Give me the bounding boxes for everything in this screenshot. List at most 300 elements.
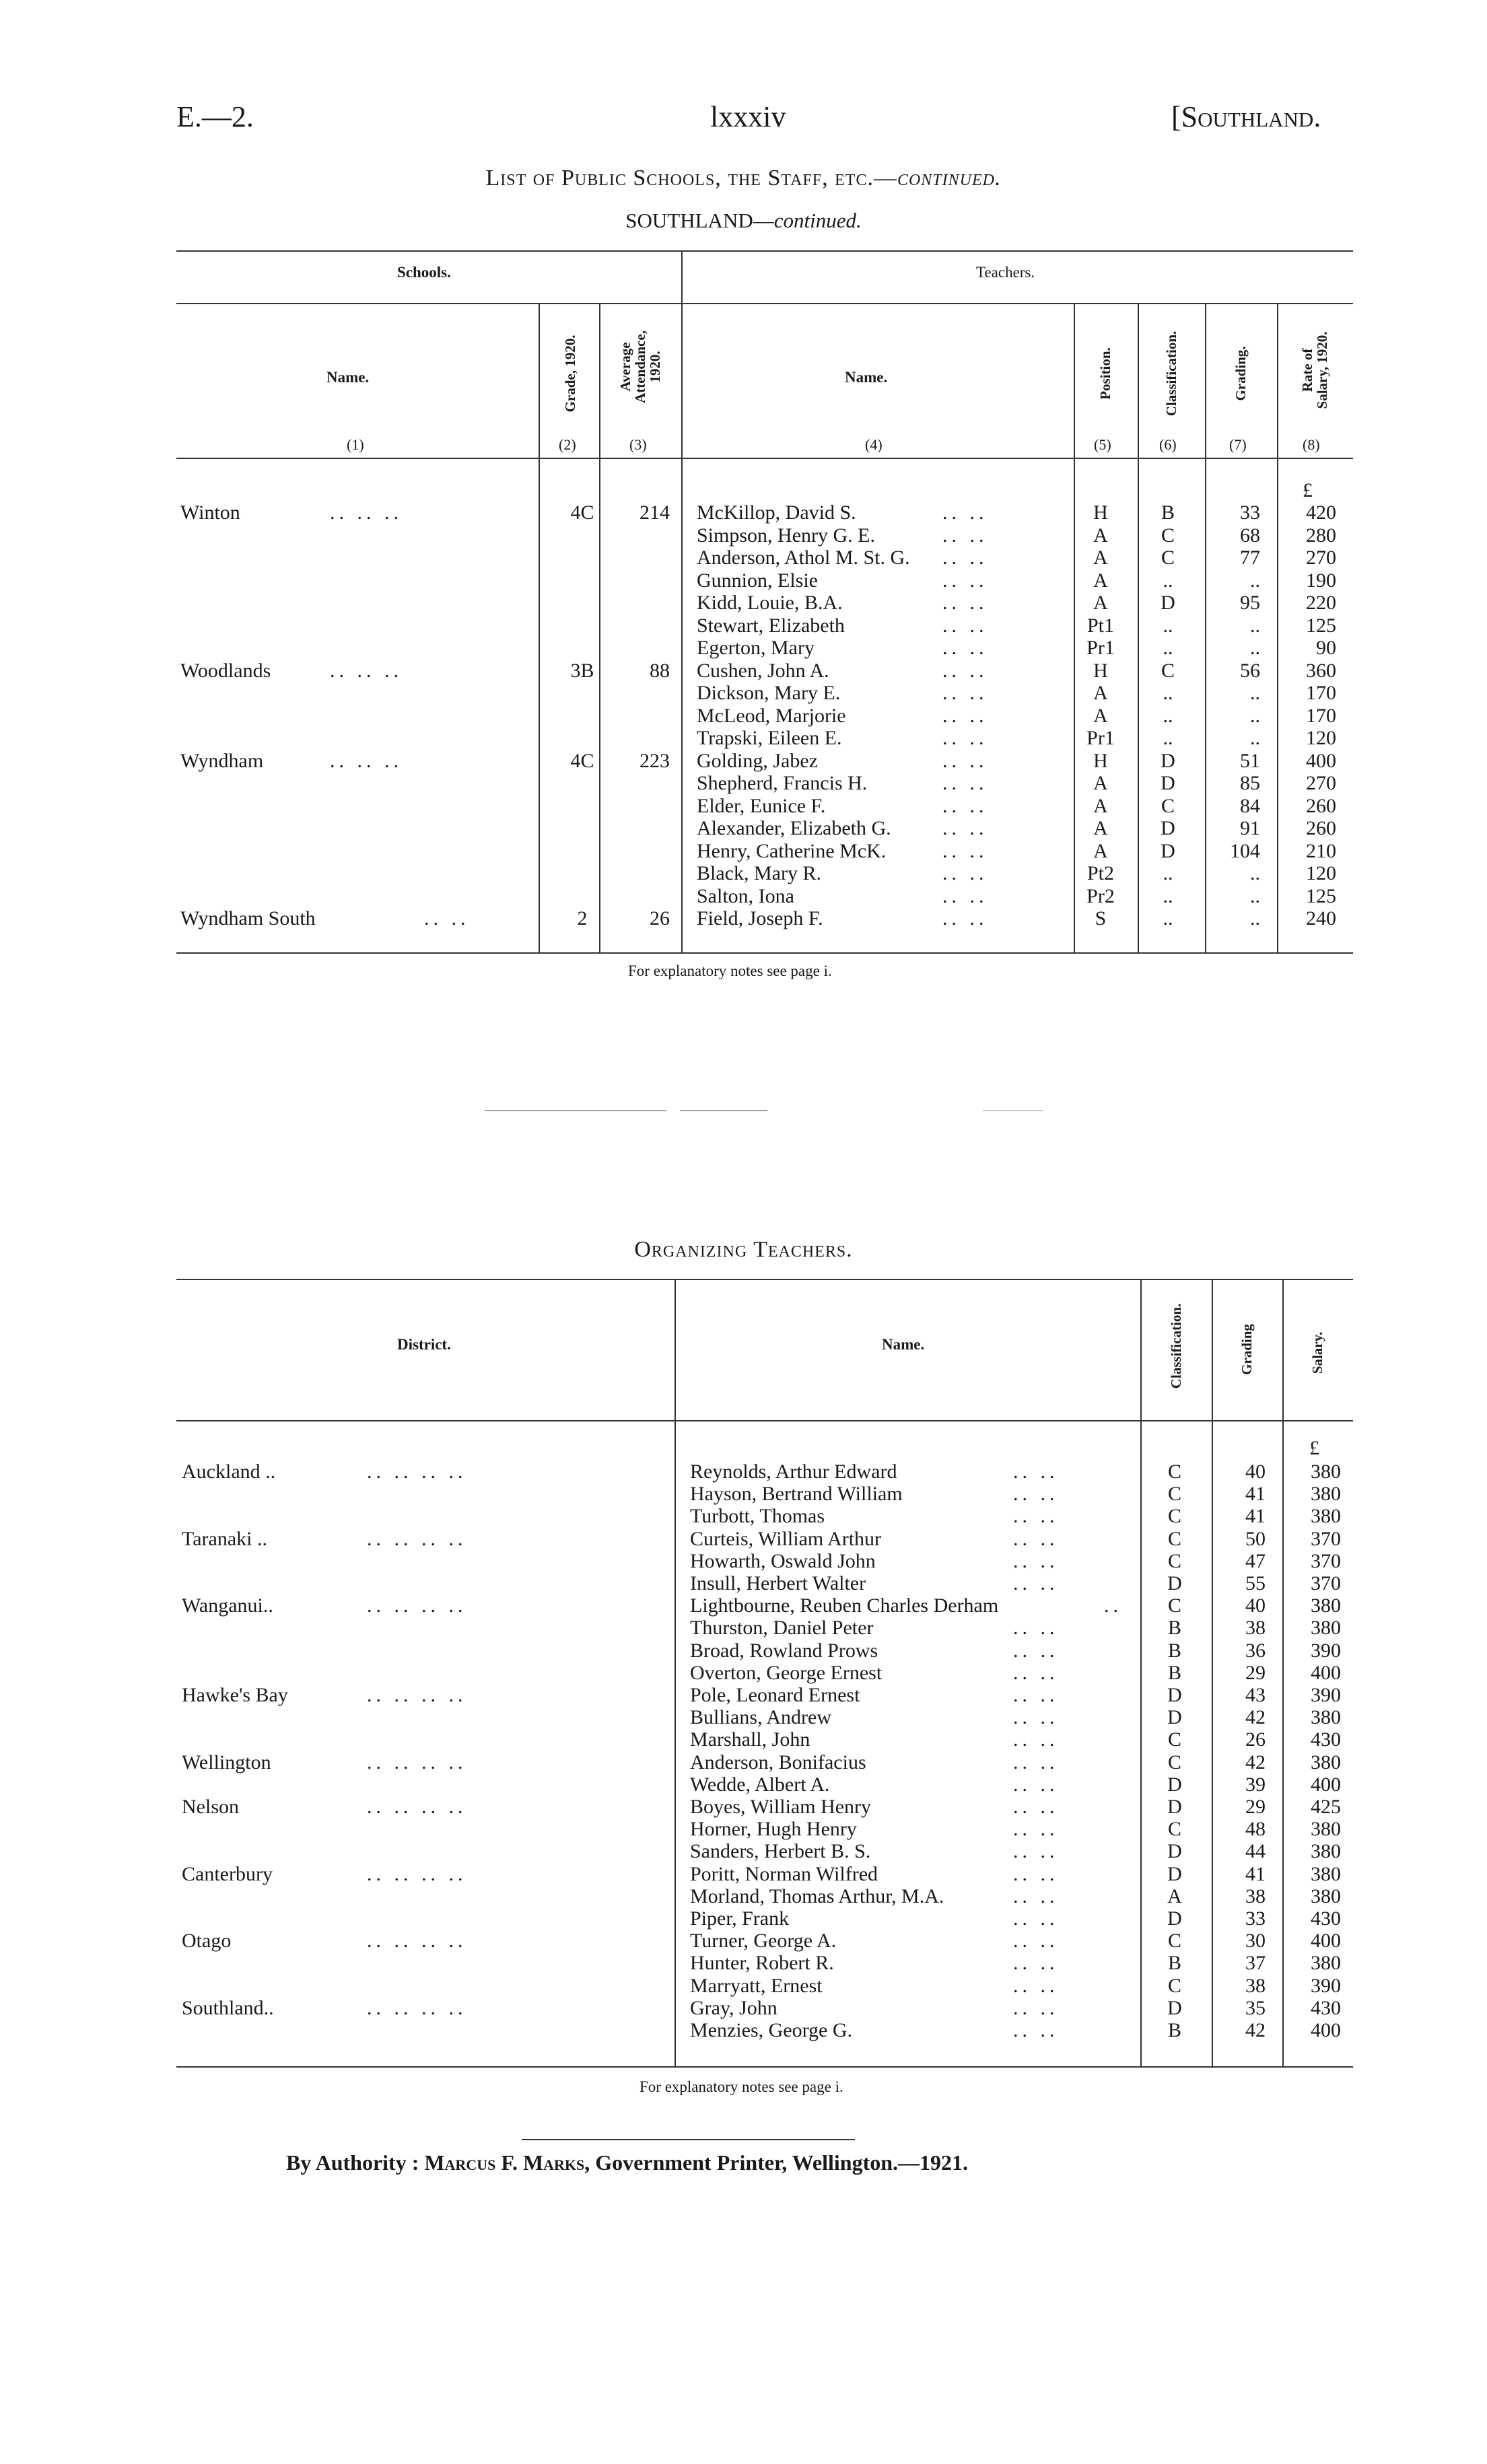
leader-dots: .. .. bbox=[1013, 1728, 1059, 1751]
leader-dots: .. .. bbox=[1013, 1684, 1059, 1706]
leader-dots: .. .. .. bbox=[330, 749, 403, 772]
organizer-grading: 29 bbox=[1245, 1796, 1266, 1818]
organizer-name: Morland, Thomas Arthur, M.A. bbox=[690, 1885, 944, 1907]
table-row bbox=[0, 1617, 1487, 1639]
organizer-grading: 41 bbox=[1245, 1862, 1266, 1885]
page-number: lxxxiv bbox=[710, 100, 786, 133]
organizer-grading: 47 bbox=[1245, 1549, 1266, 1572]
organizer-salary: 400 bbox=[1311, 1930, 1341, 1952]
leader-dots: .. .. .. .. bbox=[367, 1930, 467, 1952]
organizer-grading: 42 bbox=[1245, 1751, 1266, 1773]
teacher-grading: .. bbox=[1250, 682, 1260, 704]
organizer-salary: 400 bbox=[1311, 2019, 1341, 2041]
teacher-classification: C bbox=[1161, 547, 1175, 569]
explanatory-note: For explanatory notes see page i. bbox=[639, 2078, 843, 2095]
leader-dots: .. .. bbox=[942, 637, 988, 659]
organizer-grading: 33 bbox=[1245, 1907, 1266, 1930]
leader-dots: .. .. bbox=[1013, 1527, 1059, 1550]
organizer-salary: 380 bbox=[1311, 1483, 1341, 1506]
organizer-grading: 42 bbox=[1245, 1706, 1266, 1729]
organizer-classification: C bbox=[1167, 1751, 1182, 1773]
teacher-classification: D bbox=[1161, 817, 1175, 839]
organizer-salary: 400 bbox=[1311, 1773, 1341, 1796]
organizer-salary: 430 bbox=[1311, 1996, 1341, 2019]
leader-dots: .. .. bbox=[942, 727, 988, 749]
teacher-salary: 240 bbox=[1306, 907, 1336, 929]
school-attendance: 88 bbox=[650, 659, 670, 682]
leader-dots: .. .. bbox=[1013, 1818, 1059, 1841]
rule bbox=[176, 303, 1353, 304]
teacher-classification: D bbox=[1161, 592, 1175, 614]
organizer-name: Marryatt, Ernest bbox=[690, 1974, 823, 1997]
school-grade: 2 bbox=[577, 907, 588, 929]
teacher-classification: C bbox=[1161, 524, 1175, 547]
teacher-position: A bbox=[1093, 704, 1108, 727]
col-classification: Classification. bbox=[1168, 1303, 1184, 1389]
teacher-position: Pt1 bbox=[1086, 614, 1115, 637]
organizer-salary: 390 bbox=[1311, 1974, 1341, 1997]
organizer-name: Lightbourne, Reuben Charles Derham bbox=[690, 1594, 999, 1617]
organizer-name: Gray, John bbox=[690, 1996, 777, 2019]
leader-dots: .. .. bbox=[942, 682, 988, 704]
organizer-classification: D bbox=[1167, 1684, 1182, 1706]
table-row bbox=[0, 1684, 1487, 1706]
organizer-name: Menzies, George G. bbox=[690, 2019, 853, 2041]
teacher-classification: C bbox=[1161, 794, 1175, 817]
teacher-name: Trapski, Eileen E. bbox=[697, 727, 842, 749]
organizer-classification: D bbox=[1167, 1796, 1182, 1818]
teacher-name: Golding, Jabez bbox=[697, 749, 818, 772]
teacher-salary: 400 bbox=[1306, 749, 1336, 772]
leader-dots: .. .. bbox=[942, 772, 988, 794]
teacher-grading: 91 bbox=[1240, 817, 1260, 839]
leader-dots: .. .. .. .. bbox=[367, 1460, 467, 1483]
list-title-continued: continued. bbox=[897, 166, 1002, 190]
organizer-classification: C bbox=[1167, 1483, 1182, 1506]
leader-dots: .. .. .. .. bbox=[367, 1751, 467, 1773]
organizer-name: Poritt, Norman Wilfred bbox=[690, 1862, 878, 1885]
teacher-name: Henry, Catherine McK. bbox=[697, 839, 887, 862]
table-row bbox=[0, 682, 1487, 704]
table-row bbox=[0, 547, 1487, 569]
organizer-salary: 380 bbox=[1311, 1840, 1341, 1863]
leader-dots: .. .. .. .. bbox=[367, 1684, 467, 1706]
teacher-salary: 260 bbox=[1306, 794, 1336, 817]
teacher-name: Egerton, Mary bbox=[697, 637, 815, 659]
section-ref: [Southland. bbox=[1171, 100, 1321, 133]
teacher-name: Shepherd, Francis H. bbox=[697, 772, 868, 794]
teacher-position: A bbox=[1093, 569, 1108, 592]
table-row bbox=[0, 1572, 1487, 1594]
organizer-classification: D bbox=[1167, 1907, 1182, 1930]
teacher-classification: .. bbox=[1163, 727, 1173, 749]
teacher-name: Simpson, Henry G. E. bbox=[697, 524, 875, 547]
teacher-classification: .. bbox=[1163, 704, 1173, 727]
teacher-classification: .. bbox=[1163, 907, 1173, 929]
list-title bbox=[0, 166, 1487, 191]
teacher-grading: .. bbox=[1250, 884, 1260, 907]
table-row bbox=[0, 840, 1487, 862]
teacher-grading: 84 bbox=[1240, 794, 1260, 817]
table-row bbox=[0, 1706, 1487, 1728]
organizer-salary: 380 bbox=[1311, 1594, 1341, 1617]
teacher-position: A bbox=[1093, 592, 1108, 614]
leader-dots: .. .. bbox=[1013, 1617, 1059, 1640]
leader-dots: .. .. bbox=[942, 839, 988, 862]
organizer-salary: 380 bbox=[1311, 1885, 1341, 1907]
organizer-salary: 370 bbox=[1311, 1549, 1341, 1572]
organizer-salary: 430 bbox=[1311, 1728, 1341, 1751]
teacher-grading: 104 bbox=[1230, 839, 1260, 862]
teacher-salary: 260 bbox=[1306, 817, 1336, 839]
table-row bbox=[0, 1550, 1487, 1572]
leader-dots: .. .. bbox=[1013, 2019, 1059, 2041]
teacher-name: Anderson, Athol M. St. G. bbox=[697, 547, 910, 569]
organizer-grading: 29 bbox=[1245, 1661, 1266, 1684]
leader-dots: .. .. bbox=[424, 907, 470, 929]
leader-dots: .. .. bbox=[942, 884, 988, 907]
teacher-grading: 51 bbox=[1240, 749, 1260, 772]
col-name: Name. bbox=[882, 1336, 925, 1353]
leader-dots: .. .. bbox=[1013, 1862, 1059, 1885]
table-row bbox=[0, 2019, 1487, 2041]
table-row bbox=[0, 1997, 1487, 2019]
organizer-name: Thurston, Daniel Peter bbox=[690, 1617, 874, 1640]
leader-dots: .. .. bbox=[942, 547, 988, 569]
imprint-suffix: , Government Printer, Wellington.—1921. bbox=[584, 2150, 969, 2175]
currency-symbol: £ bbox=[1303, 479, 1313, 501]
teacher-grading: .. bbox=[1250, 862, 1260, 884]
table-row bbox=[0, 750, 1487, 772]
rule bbox=[176, 952, 1353, 954]
leader-dots: .. .. bbox=[942, 794, 988, 817]
leader-dots: .. .. bbox=[1013, 1952, 1059, 1975]
organizer-salary: 430 bbox=[1311, 1907, 1341, 1930]
table-row bbox=[0, 592, 1487, 614]
teacher-name: McKillop, David S. bbox=[697, 501, 856, 524]
table-row bbox=[0, 1952, 1487, 1974]
table-row bbox=[0, 1728, 1487, 1751]
school-name: Woodlands bbox=[180, 659, 271, 682]
organizer-grading: 36 bbox=[1245, 1639, 1266, 1662]
teacher-salary: 210 bbox=[1306, 839, 1336, 862]
organizer-salary: 370 bbox=[1311, 1572, 1341, 1594]
organizer-salary: 390 bbox=[1311, 1684, 1341, 1706]
organizer-grading: 38 bbox=[1245, 1974, 1266, 1997]
leader-dots: .. .. bbox=[1013, 1796, 1059, 1818]
teacher-grading: 56 bbox=[1240, 659, 1260, 682]
leader-dots: .. .. bbox=[1013, 1773, 1059, 1796]
explanatory-note: For explanatory notes see page i. bbox=[628, 962, 832, 979]
teacher-position: Pr2 bbox=[1086, 884, 1115, 907]
organizer-grading: 55 bbox=[1245, 1572, 1266, 1594]
teacher-grading: 77 bbox=[1240, 547, 1260, 569]
organizer-grading: 38 bbox=[1245, 1617, 1266, 1640]
teacher-grading: .. bbox=[1250, 614, 1260, 637]
organizer-salary: 380 bbox=[1311, 1862, 1341, 1885]
col-district: District. bbox=[397, 1336, 451, 1353]
teacher-classification: .. bbox=[1163, 614, 1173, 637]
leader-dots: .. .. bbox=[1013, 1460, 1059, 1483]
teacher-classification: .. bbox=[1163, 862, 1173, 884]
teacher-position: Pt2 bbox=[1086, 862, 1115, 884]
leader-dots: .. .. .. .. bbox=[367, 1996, 467, 2019]
organizer-salary: 380 bbox=[1311, 1751, 1341, 1773]
school-attendance: 214 bbox=[639, 501, 670, 524]
organizer-classification: C bbox=[1167, 1594, 1182, 1617]
teacher-salary: 420 bbox=[1306, 501, 1336, 524]
organizer-grading: 41 bbox=[1245, 1505, 1266, 1528]
school-attendance: 223 bbox=[639, 749, 670, 772]
organizer-salary: 390 bbox=[1311, 1639, 1341, 1662]
col-position: Position. bbox=[1097, 347, 1113, 400]
teacher-classification: C bbox=[1161, 659, 1175, 682]
teacher-position: A bbox=[1093, 547, 1108, 569]
region-title bbox=[0, 209, 1487, 233]
leader-dots: .. .. bbox=[1013, 1840, 1059, 1863]
school-grade: 4C bbox=[570, 749, 594, 772]
teacher-grading: .. bbox=[1250, 704, 1260, 727]
col-classification: Classification. bbox=[1163, 330, 1179, 417]
table-row bbox=[0, 614, 1487, 637]
region-name: SOUTHLAND— bbox=[625, 209, 774, 232]
organizer-grading: 39 bbox=[1245, 1773, 1266, 1796]
imprint-prefix: By Authority : bbox=[286, 2150, 419, 2175]
leader-dots: .. .. bbox=[942, 907, 988, 929]
district-name: Auckland .. bbox=[182, 1460, 276, 1483]
table-row bbox=[0, 501, 1487, 524]
district-name: Taranaki .. bbox=[182, 1527, 268, 1550]
organizer-classification: D bbox=[1167, 1862, 1182, 1885]
teacher-grading: 85 bbox=[1240, 772, 1260, 794]
organizer-grading: 26 bbox=[1245, 1728, 1266, 1751]
leader-dots: .. .. .. bbox=[330, 501, 403, 524]
page-ref: E.—2. bbox=[176, 100, 254, 133]
district-name: Hawke's Bay bbox=[182, 1684, 288, 1706]
organizer-classification: C bbox=[1167, 1527, 1182, 1550]
organizer-classification: C bbox=[1167, 1460, 1182, 1483]
rule bbox=[176, 250, 1353, 252]
leader-dots: .. .. bbox=[1013, 1996, 1059, 2019]
teacher-position: H bbox=[1093, 501, 1108, 524]
leader-dots: .. .. bbox=[1013, 1907, 1059, 1930]
teacher-grading: 95 bbox=[1240, 592, 1260, 614]
organizer-classification: C bbox=[1167, 1505, 1182, 1528]
leader-dots: .. .. .. bbox=[330, 659, 403, 682]
col-grade: Grade, 1920. bbox=[562, 335, 578, 413]
organizer-name: Piper, Frank bbox=[690, 1907, 790, 1930]
leader-dots: .. .. bbox=[942, 501, 988, 524]
organizer-salary: 380 bbox=[1311, 1460, 1341, 1483]
leader-dots: .. .. bbox=[942, 749, 988, 772]
leader-dots: .. .. bbox=[1013, 1505, 1059, 1528]
organizer-name: Howarth, Oswald John bbox=[690, 1549, 876, 1572]
organizer-classification: B bbox=[1167, 2019, 1182, 2041]
organizer-salary: 400 bbox=[1311, 1661, 1341, 1684]
table-row bbox=[0, 637, 1487, 659]
leader-dots: .. .. .. .. bbox=[367, 1594, 467, 1617]
col-number: (8) bbox=[1303, 436, 1320, 453]
col-number: (7) bbox=[1229, 436, 1247, 453]
organizer-classification: C bbox=[1167, 1818, 1182, 1841]
district-name: Southland.. bbox=[182, 1996, 274, 2019]
teacher-salary: 360 bbox=[1306, 659, 1336, 682]
table-row bbox=[0, 1528, 1487, 1550]
leader-dots: .. .. bbox=[1013, 1572, 1059, 1594]
leader-dots: .. .. bbox=[942, 569, 988, 592]
teacher-salary: 280 bbox=[1306, 524, 1336, 547]
organizer-name: Marshall, John bbox=[690, 1728, 810, 1751]
table-row bbox=[0, 1662, 1487, 1684]
organizer-grading: 38 bbox=[1245, 1885, 1266, 1907]
organizer-name: Bullians, Andrew bbox=[690, 1706, 831, 1729]
table-row bbox=[0, 1483, 1487, 1505]
teacher-classification: D bbox=[1161, 749, 1175, 772]
organizer-grading: 42 bbox=[1245, 2019, 1266, 2041]
teacher-name: Stewart, Elizabeth bbox=[697, 614, 845, 637]
teacher-classification: .. bbox=[1163, 569, 1173, 592]
district-name: Nelson bbox=[182, 1796, 239, 1818]
table-row bbox=[0, 1930, 1487, 1952]
col-grading: Grading. bbox=[1233, 346, 1249, 401]
organizer-name: Boyes, William Henry bbox=[690, 1796, 872, 1818]
teacher-name: Gunnion, Elsie bbox=[697, 569, 818, 592]
rule bbox=[176, 2066, 1353, 2068]
teacher-classification: D bbox=[1161, 839, 1175, 862]
leader-dots: .. .. .. .. bbox=[367, 1796, 467, 1818]
organizer-name: Insull, Herbert Walter bbox=[690, 1572, 866, 1594]
organizer-name: Sanders, Herbert B. S. bbox=[690, 1840, 871, 1863]
teacher-classification: .. bbox=[1163, 884, 1173, 907]
table-row bbox=[0, 1975, 1487, 1997]
organizer-grading: 50 bbox=[1245, 1527, 1266, 1550]
organizer-name: Hunter, Robert R. bbox=[690, 1952, 834, 1975]
imprint bbox=[286, 2150, 968, 2175]
district-name: Canterbury bbox=[182, 1862, 273, 1885]
teacher-name: Elder, Eunice F. bbox=[697, 794, 826, 817]
table-row bbox=[0, 1863, 1487, 1885]
leader-dots: .. .. bbox=[942, 704, 988, 727]
table-row bbox=[0, 862, 1487, 884]
teacher-position: A bbox=[1093, 524, 1108, 547]
leader-dots: .. .. bbox=[1013, 1751, 1059, 1773]
table-row bbox=[0, 1751, 1487, 1773]
organizer-name: Broad, Rowland Prows bbox=[690, 1639, 878, 1662]
teacher-classification: D bbox=[1161, 772, 1175, 794]
table-row bbox=[0, 1840, 1487, 1862]
teacher-salary: 190 bbox=[1306, 569, 1336, 592]
organizer-salary: 380 bbox=[1311, 1505, 1341, 1528]
col-number: (3) bbox=[629, 436, 647, 453]
teacher-salary: 170 bbox=[1306, 682, 1336, 704]
leader-dots: .. .. bbox=[942, 592, 988, 614]
organizer-name: Overton, George Ernest bbox=[690, 1661, 883, 1684]
organizer-salary: 370 bbox=[1311, 1527, 1341, 1550]
table-row bbox=[0, 727, 1487, 749]
teacher-classification: .. bbox=[1163, 637, 1173, 659]
col-number: (1) bbox=[347, 436, 364, 453]
table-row bbox=[0, 1885, 1487, 1907]
teacher-position: A bbox=[1093, 794, 1108, 817]
district-name: Wanganui.. bbox=[182, 1594, 273, 1617]
leader-dots: .. .. bbox=[942, 524, 988, 547]
teacher-grading: .. bbox=[1250, 637, 1260, 659]
col-number: (6) bbox=[1159, 436, 1177, 453]
organizer-classification: D bbox=[1167, 1572, 1182, 1594]
table-row bbox=[0, 1796, 1487, 1818]
teacher-name: Kidd, Louie, B.A. bbox=[697, 592, 843, 614]
organizer-classification: B bbox=[1167, 1661, 1182, 1684]
leader-dots: .. .. bbox=[1013, 1974, 1059, 1997]
table-row bbox=[0, 705, 1487, 727]
organizer-classification: D bbox=[1167, 1840, 1182, 1863]
teacher-name: Salton, Iona bbox=[697, 884, 794, 907]
col-number: (4) bbox=[865, 436, 883, 453]
col-number: (5) bbox=[1094, 436, 1111, 453]
organizer-classification: C bbox=[1167, 1549, 1182, 1572]
organizer-name: Anderson, Bonifacius bbox=[690, 1751, 866, 1773]
teacher-grading: .. bbox=[1250, 569, 1260, 592]
organizer-grading: 41 bbox=[1245, 1483, 1266, 1506]
teacher-grading: .. bbox=[1250, 727, 1260, 749]
organizer-grading: 44 bbox=[1245, 1840, 1266, 1863]
organizer-grading: 37 bbox=[1245, 1952, 1266, 1975]
col-number: (2) bbox=[559, 436, 576, 453]
organizer-salary: 380 bbox=[1311, 1706, 1341, 1729]
organizer-name: Horner, Hugh Henry bbox=[690, 1818, 857, 1841]
organizer-salary: 425 bbox=[1311, 1796, 1341, 1818]
organizer-grading: 40 bbox=[1245, 1460, 1266, 1483]
region-continued: continued. bbox=[773, 209, 862, 232]
leader-dots: .. .. bbox=[1013, 1639, 1059, 1662]
teacher-name: Black, Mary R. bbox=[697, 862, 821, 884]
leader-dots: .. .. bbox=[942, 659, 988, 682]
imprint-printer: Marcus F. Marks bbox=[424, 2150, 585, 2175]
organizer-salary: 380 bbox=[1311, 1952, 1341, 1975]
rule bbox=[176, 1420, 1353, 1421]
organizer-salary: 380 bbox=[1311, 1617, 1341, 1640]
org-title: Organizing Teachers. bbox=[634, 1237, 853, 1262]
teacher-position: Pr1 bbox=[1086, 727, 1115, 749]
table-row bbox=[0, 1818, 1487, 1840]
leader-dots: .. .. bbox=[942, 817, 988, 839]
leader-dots: .. .. bbox=[1013, 1885, 1059, 1907]
teacher-salary: 220 bbox=[1306, 592, 1336, 614]
teacher-position: Pr1 bbox=[1086, 637, 1115, 659]
organizer-name: Turbott, Thomas bbox=[690, 1505, 825, 1528]
organizer-grading: 43 bbox=[1245, 1684, 1266, 1706]
table-row bbox=[0, 660, 1487, 682]
table-row bbox=[0, 1907, 1487, 1930]
col-salary: Rate of Salary, 1920. bbox=[1299, 331, 1330, 409]
school-name: Wyndham bbox=[180, 749, 264, 772]
table-row bbox=[0, 885, 1487, 907]
district-name: Wellington bbox=[182, 1751, 271, 1773]
organizer-classification: B bbox=[1167, 1617, 1182, 1640]
organizer-name: Curteis, William Arthur bbox=[690, 1527, 882, 1550]
organizer-grading: 30 bbox=[1245, 1930, 1266, 1952]
teacher-salary: 270 bbox=[1306, 547, 1336, 569]
teacher-name: Field, Joseph F. bbox=[697, 907, 823, 929]
teacher-classification: .. bbox=[1163, 682, 1173, 704]
leader-dots: .. bbox=[1104, 1594, 1122, 1617]
leader-dots: .. .. bbox=[1013, 1483, 1059, 1506]
table-row bbox=[0, 817, 1487, 839]
teacher-grading: 68 bbox=[1240, 524, 1260, 547]
table-row bbox=[0, 795, 1487, 817]
organizer-name: Hayson, Bertrand William bbox=[690, 1483, 903, 1506]
organizer-classification: C bbox=[1167, 1974, 1182, 1997]
